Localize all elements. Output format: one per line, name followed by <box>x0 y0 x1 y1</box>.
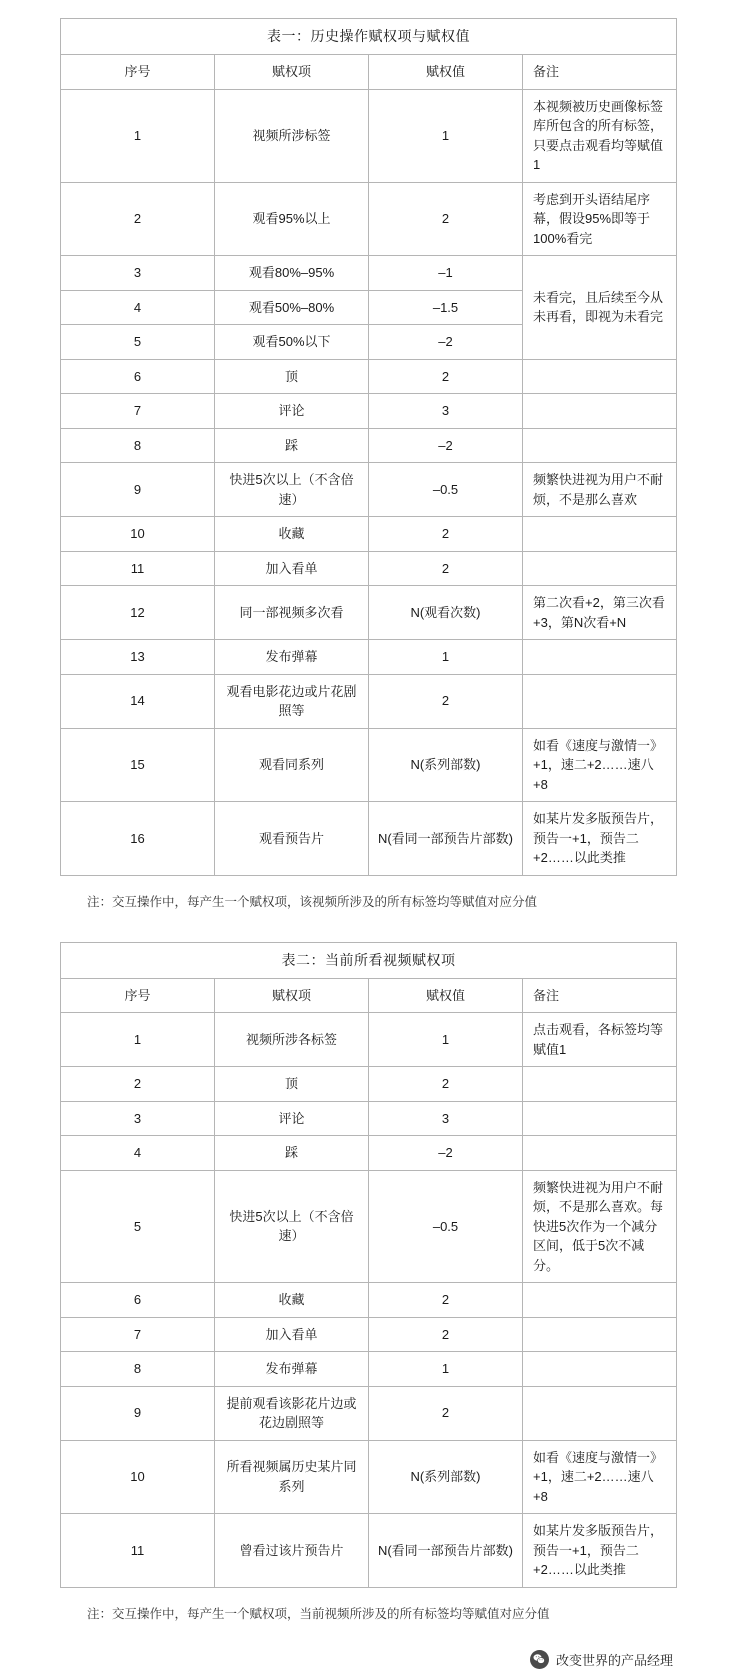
cell-index: 12 <box>61 586 215 640</box>
cell-item: 提前观看该影花片边或花边剧照等 <box>215 1386 369 1440</box>
cell-value: 2 <box>369 517 523 552</box>
table-row <box>61 1440 677 1514</box>
table-one <box>60 18 677 876</box>
cell-note: 如看《速度与激情一》+1，速二+2……速八+8 <box>523 1440 677 1514</box>
cell-value: –2 <box>369 1136 523 1171</box>
cell-note: 点击观看，各标签均等赋值1 <box>523 1013 677 1067</box>
cell-index: 15 <box>61 728 215 802</box>
table-row <box>61 1283 677 1318</box>
table-two-title-row <box>61 942 677 978</box>
cell-item: 踩 <box>215 428 369 463</box>
table-row <box>61 1352 677 1387</box>
cell-item: 视频所涉各标签 <box>215 1013 369 1067</box>
cell-index: 1 <box>61 1013 215 1067</box>
cell-item: 观看50%–80% <box>215 290 369 325</box>
table-row <box>61 1013 677 1067</box>
cell-index: 11 <box>61 1514 215 1588</box>
cell-index: 8 <box>61 1352 215 1387</box>
cell-note <box>523 1283 677 1318</box>
cell-value: –1.5 <box>369 290 523 325</box>
table-row <box>61 394 677 429</box>
table-row <box>61 586 677 640</box>
cell-item: 曾看过该片预告片 <box>215 1514 369 1588</box>
cell-index: 3 <box>61 1101 215 1136</box>
cell-item: 观看电影花边或片花剧照等 <box>215 674 369 728</box>
cell-note <box>523 1067 677 1102</box>
table-row <box>61 1101 677 1136</box>
cell-note <box>523 1386 677 1440</box>
table-one-title: 表一：历史操作赋权项与赋权值 <box>61 19 677 55</box>
cell-item: 顶 <box>215 359 369 394</box>
cell-note: 本视频被历史画像标签库所包含的所有标签，只要点击观看均等赋值1 <box>523 89 677 182</box>
cell-index: 7 <box>61 1317 215 1352</box>
cell-index: 9 <box>61 1386 215 1440</box>
table-row <box>61 674 677 728</box>
header-note: 备注 <box>523 55 677 90</box>
cell-index: 11 <box>61 551 215 586</box>
header-value: 赋权值 <box>369 55 523 90</box>
cell-item: 观看预告片 <box>215 802 369 876</box>
cell-note: 第二次看+2，第三次看+3，第N次看+N <box>523 586 677 640</box>
cell-value: 2 <box>369 359 523 394</box>
header-index: 序号 <box>61 55 215 90</box>
table-two-wrapper <box>60 942 677 1588</box>
cell-value: N(系列部数) <box>369 1440 523 1514</box>
table-row <box>61 728 677 802</box>
table-one-header-row <box>61 55 677 90</box>
account-badge[interactable] <box>530 1650 673 1669</box>
cell-value: N(看同一部预告片部数) <box>369 1514 523 1588</box>
cell-value: 2 <box>369 182 523 256</box>
table-row <box>61 640 677 675</box>
cell-value: 1 <box>369 640 523 675</box>
header-index: 序号 <box>61 978 215 1013</box>
cell-item: 加入看单 <box>215 1317 369 1352</box>
cell-note <box>523 674 677 728</box>
table-row <box>61 551 677 586</box>
cell-item: 快进5次以上（不含倍速） <box>215 463 369 517</box>
cell-index: 2 <box>61 182 215 256</box>
cell-value: 2 <box>369 1067 523 1102</box>
table-row <box>61 1170 677 1283</box>
table-row <box>61 256 677 291</box>
cell-item: 发布弹幕 <box>215 1352 369 1387</box>
cell-index: 7 <box>61 394 215 429</box>
cell-index: 1 <box>61 89 215 182</box>
footer <box>60 1650 677 1669</box>
cell-value: 2 <box>369 1386 523 1440</box>
cell-index: 4 <box>61 290 215 325</box>
cell-note-merged: 未看完，且后续至今从未再看，即视为未看完 <box>523 256 677 360</box>
cell-value: N(看同一部预告片部数) <box>369 802 523 876</box>
cell-note <box>523 640 677 675</box>
cell-note <box>523 359 677 394</box>
cell-value: 1 <box>369 89 523 182</box>
cell-value: N(观看次数) <box>369 586 523 640</box>
table-row <box>61 1067 677 1102</box>
cell-index: 2 <box>61 1067 215 1102</box>
cell-index: 3 <box>61 256 215 291</box>
cell-note <box>523 394 677 429</box>
cell-index: 5 <box>61 1170 215 1283</box>
cell-value: –0.5 <box>369 1170 523 1283</box>
table-two <box>60 942 677 1588</box>
cell-index: 6 <box>61 359 215 394</box>
table-row <box>61 517 677 552</box>
cell-item: 评论 <box>215 1101 369 1136</box>
cell-note: 频繁快进视为用户不耐烦，不是那么喜欢。每快进5次作为一个减分区间，低于5次不减分。 <box>523 1170 677 1283</box>
cell-value: –1 <box>369 256 523 291</box>
cell-note <box>523 517 677 552</box>
cell-note: 如某片发多版预告片，预告一+1，预告二+2……以此类推 <box>523 802 677 876</box>
cell-value: –2 <box>369 428 523 463</box>
cell-item: 所看视频属历史某片同系列 <box>215 1440 369 1514</box>
cell-value: 2 <box>369 551 523 586</box>
cell-item: 踩 <box>215 1136 369 1171</box>
table-row <box>61 1514 677 1588</box>
cell-value: 1 <box>369 1352 523 1387</box>
cell-note <box>523 428 677 463</box>
cell-note <box>523 551 677 586</box>
cell-index: 6 <box>61 1283 215 1318</box>
cell-index: 13 <box>61 640 215 675</box>
cell-value: 2 <box>369 1283 523 1318</box>
cell-item: 同一部视频多次看 <box>215 586 369 640</box>
cell-item: 发布弹幕 <box>215 640 369 675</box>
cell-note <box>523 1317 677 1352</box>
cell-index: 5 <box>61 325 215 360</box>
table-row <box>61 182 677 256</box>
account-name: 改变世界的产品经理 <box>555 1652 673 1668</box>
cell-note <box>523 1352 677 1387</box>
cell-index: 14 <box>61 674 215 728</box>
cell-item: 加入看单 <box>215 551 369 586</box>
cell-value: –0.5 <box>369 463 523 517</box>
cell-item: 顶 <box>215 1067 369 1102</box>
cell-item: 收藏 <box>215 1283 369 1318</box>
table-row <box>61 1136 677 1171</box>
cell-item: 观看80%–95% <box>215 256 369 291</box>
table-one-footnote: 注：交互操作中，每产生一个赋权项，该视频所涉及的所有标签均等赋值对应分值 <box>87 894 538 909</box>
cell-note: 频繁快进视为用户不耐烦，不是那么喜欢 <box>523 463 677 517</box>
cell-index: 10 <box>61 517 215 552</box>
cell-note <box>523 1136 677 1171</box>
cell-index: 8 <box>61 428 215 463</box>
cell-item: 观看同系列 <box>215 728 369 802</box>
cell-index: 10 <box>61 1440 215 1514</box>
cell-item: 收藏 <box>215 517 369 552</box>
table-two-header-row <box>61 978 677 1013</box>
table-one-title-row <box>61 19 677 55</box>
table-two-footnote: 注：交互操作中，每产生一个赋权项，当前视频所涉及的所有标签均等赋值对应分值 <box>87 1606 550 1621</box>
table-row <box>61 1386 677 1440</box>
table-row <box>61 463 677 517</box>
table-row <box>61 1317 677 1352</box>
cell-value: 1 <box>369 1013 523 1067</box>
cell-index: 16 <box>61 802 215 876</box>
cell-note: 如某片发多版预告片，预告一+1，预告二+2……以此类推 <box>523 1514 677 1588</box>
table-two-title: 表二：当前所看视频赋权项 <box>61 942 677 978</box>
table-one-wrapper <box>60 18 677 876</box>
header-item: 赋权项 <box>215 978 369 1013</box>
cell-index: 4 <box>61 1136 215 1171</box>
cell-value: 2 <box>369 674 523 728</box>
section-spacer <box>60 912 677 942</box>
table-row <box>61 428 677 463</box>
wechat-icon <box>530 1650 549 1669</box>
table-row <box>61 359 677 394</box>
cell-item: 视频所涉标签 <box>215 89 369 182</box>
cell-value: N(系列部数) <box>369 728 523 802</box>
header-note: 备注 <box>523 978 677 1013</box>
table-row <box>61 802 677 876</box>
cell-note <box>523 1101 677 1136</box>
table-row <box>61 89 677 182</box>
cell-value: –2 <box>369 325 523 360</box>
cell-index: 9 <box>61 463 215 517</box>
cell-item: 快进5次以上（不含倍速） <box>215 1170 369 1283</box>
cell-value: 3 <box>369 394 523 429</box>
cell-item: 观看95%以上 <box>215 182 369 256</box>
cell-value: 2 <box>369 1317 523 1352</box>
cell-value: 3 <box>369 1101 523 1136</box>
cell-item: 评论 <box>215 394 369 429</box>
header-value: 赋权值 <box>369 978 523 1013</box>
cell-note: 考虑到开头语结尾序幕，假设95%即等于100%看完 <box>523 182 677 256</box>
cell-item: 观看50%以下 <box>215 325 369 360</box>
header-item: 赋权项 <box>215 55 369 90</box>
cell-note: 如看《速度与激情一》+1，速二+2……速八+8 <box>523 728 677 802</box>
